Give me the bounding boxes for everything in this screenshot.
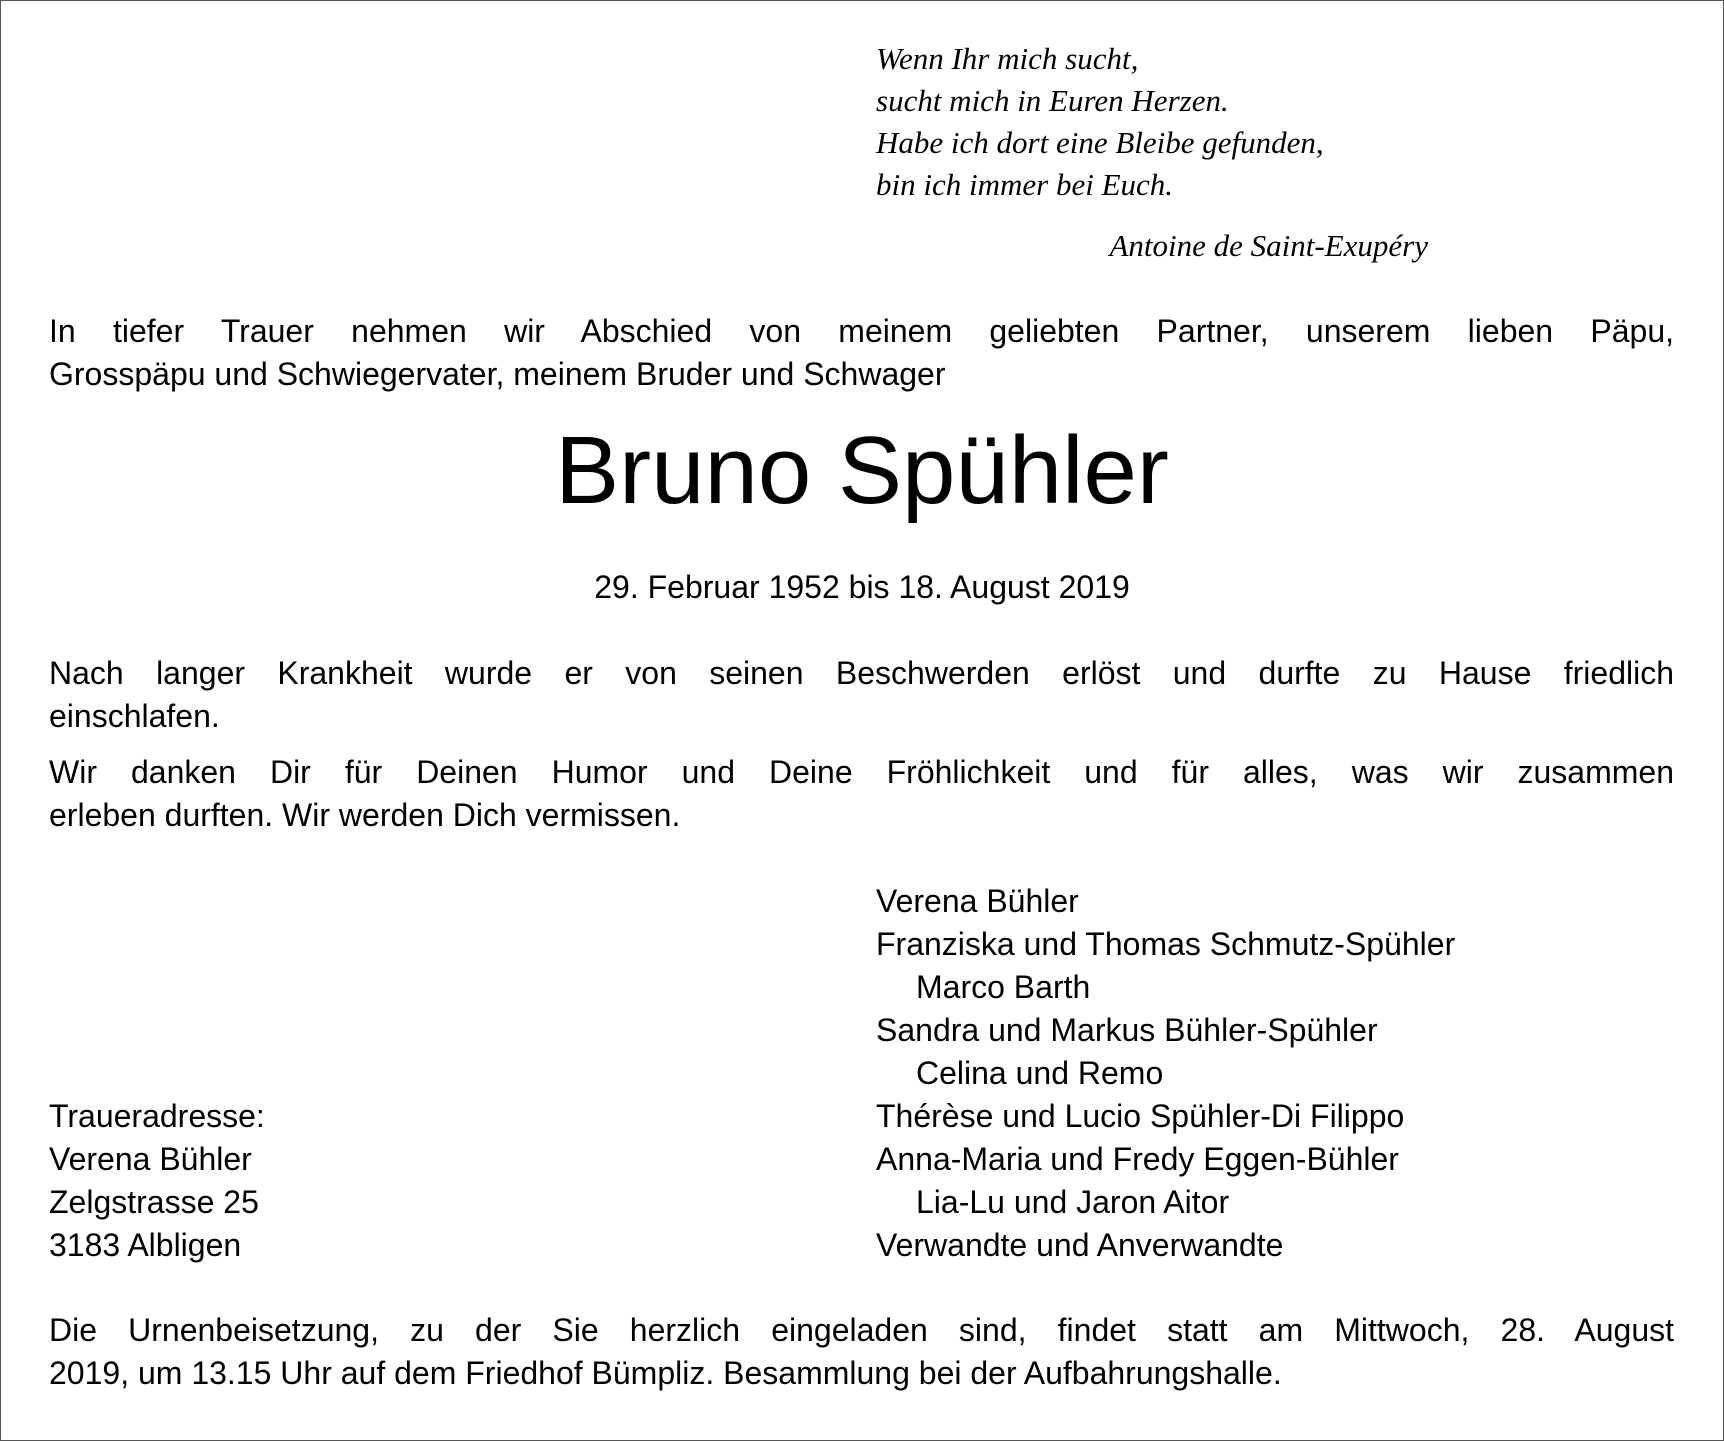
poem-line: Wenn Ihr mich sucht,	[876, 41, 1139, 76]
poem-author: Antoine de Saint-Exupéry	[1109, 228, 1428, 263]
paragraph-line: einschlafen.	[49, 698, 220, 734]
deceased-name: Bruno Spühler	[555, 417, 1169, 524]
funeral-info-line: Die Urnenbeisetzung, zu der Sie herzlich eingeladen sind, findet statt am Mittwoch, 28. August	[49, 1312, 1674, 1348]
intro-line: Grosspäpu und Schwiegervater, meinem Bruder und Schwager	[49, 356, 946, 392]
family-member: Celina und Remo	[916, 1055, 1164, 1091]
funeral-info-line: 2019, um 13.15 Uhr auf dem Friedhof Bümpliz. Besammlung bei der Aufbahrungshalle.	[49, 1355, 1282, 1391]
address-label: Traueradresse:	[49, 1098, 265, 1134]
intro-text	[49, 310, 1674, 396]
poem-line: Habe ich dort eine Bleibe gefunden,	[876, 125, 1324, 160]
funeral-info	[49, 1309, 1674, 1395]
family-member: Verwandte und Anverwandte	[876, 1227, 1284, 1263]
poem-line: bin ich immer bei Euch.	[876, 167, 1174, 202]
family-member: Sandra und Markus Bühler-Spühler	[876, 1012, 1378, 1048]
family-member: Verena Bühler	[876, 883, 1079, 919]
family-member: Thérèse und Lucio Spühler-Di Filippo	[876, 1098, 1405, 1134]
family-list	[876, 880, 1455, 1267]
poem-line: sucht mich in Euren Herzen.	[876, 83, 1229, 118]
paragraph-illness	[49, 652, 1674, 738]
life-dates: 29. Februar 1952 bis 18. August 2019	[594, 569, 1130, 605]
family-member: Lia-Lu und Jaron Aitor	[916, 1184, 1230, 1220]
mourning-address	[49, 1095, 265, 1267]
family-member: Anna-Maria und Fredy Eggen-Bühler	[876, 1141, 1399, 1177]
address-name: Verena Bühler	[49, 1141, 252, 1177]
poem	[876, 38, 1436, 206]
paragraph-line: erleben durften. Wir werden Dich vermissen.	[49, 797, 681, 833]
paragraph-thanks	[49, 751, 1674, 837]
paragraph-line: Nach langer Krankheit wurde er von seinen Beschwerden erlöst und durfte zu Hause friedlich	[49, 655, 1674, 691]
paragraph-line: Wir danken Dir für Deinen Humor und Deine Fröhlichkeit und für alles, was wir zusammen	[49, 754, 1674, 790]
address-street: Zelgstrasse 25	[49, 1184, 259, 1220]
family-member: Franziska und Thomas Schmutz-Spühler	[876, 926, 1456, 962]
family-member: Marco Barth	[916, 969, 1091, 1005]
address-city: 3183 Albligen	[49, 1227, 242, 1263]
intro-line: In tiefer Trauer nehmen wir Abschied von meinem geliebten Partner, unserem lieben Päpu,	[49, 313, 1674, 349]
